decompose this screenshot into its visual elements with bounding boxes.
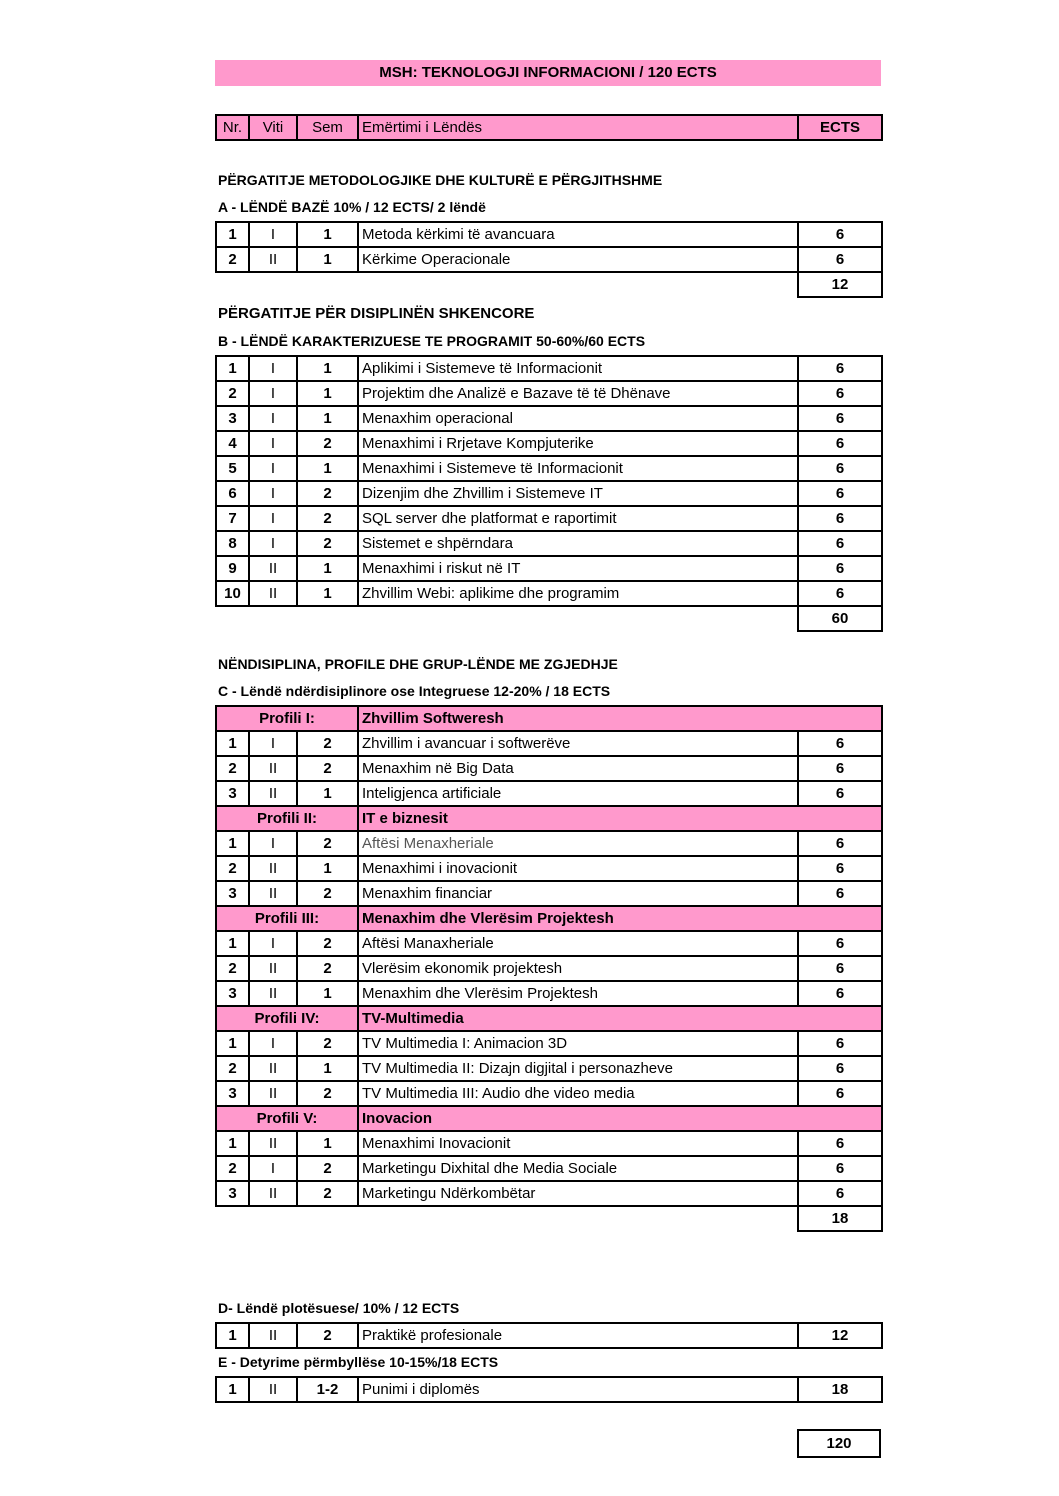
cell-nr: 3 [216, 406, 249, 431]
section-a-heading: PËRGATITJE METODOLOGJIKE DHE KULTURË E PËRGJITHSHME [218, 172, 663, 188]
cell-nr: 2 [216, 247, 249, 272]
cell-sem: 1 [297, 247, 358, 272]
cell-sem: 1 [297, 1131, 358, 1156]
cell-sem: 2 [297, 1323, 358, 1348]
cell-sem: 2 [297, 1081, 358, 1106]
cell-name: Marketingu Ndërkombëtar [358, 1181, 798, 1206]
cell-nr: 3 [216, 1081, 249, 1106]
section-c-table [215, 705, 883, 1232]
cell-ects: 6 [798, 556, 882, 581]
cell-sem: 1 [297, 222, 358, 247]
profile-name: TV-Multimedia [358, 1006, 882, 1031]
cell-ects: 6 [798, 506, 882, 531]
cell-sem: 2 [297, 506, 358, 531]
cell-nr: 1 [216, 831, 249, 856]
cell-ects: 6 [798, 431, 882, 456]
profile-label: Profili III: [216, 906, 358, 931]
header-emertimi: Emërtimi i Lëndës [358, 115, 798, 140]
cell-nr: 3 [216, 881, 249, 906]
cell-nr: 2 [216, 1156, 249, 1181]
table-row [216, 1131, 882, 1156]
cell-viti: II [249, 881, 297, 906]
table-row [216, 222, 882, 247]
cell-sem: 2 [297, 956, 358, 981]
table-header [215, 114, 883, 141]
cell-name: Metoda kërkimi të avancuara [358, 222, 798, 247]
cell-ects: 6 [798, 247, 882, 272]
header-viti: Viti [249, 115, 297, 140]
table-row [216, 956, 882, 981]
cell-viti: II [249, 1081, 297, 1106]
cell-sem: 2 [297, 731, 358, 756]
cell-sem: 1 [297, 856, 358, 881]
cell-nr: 1 [216, 1131, 249, 1156]
cell-sem: 2 [297, 831, 358, 856]
cell-ects: 6 [798, 456, 882, 481]
cell-ects: 6 [798, 881, 882, 906]
section-a-group: A - LËNDË BAZË 10% / 12 ECTS/ 2 lëndë [218, 199, 486, 215]
cell-viti: II [249, 1131, 297, 1156]
cell-nr: 6 [216, 481, 249, 506]
cell-name: Menaxhimi i inovacionit [358, 856, 798, 881]
cell-sem: 1 [297, 1056, 358, 1081]
grand-total: 120 [797, 1429, 881, 1458]
cell-ects: 6 [798, 1131, 882, 1156]
header-nr: Nr. [216, 115, 249, 140]
profile-name: Menaxhim dhe Vlerësim Projektesh [358, 906, 882, 931]
cell-name: Zhvillim i avancuar i softwerëve [358, 731, 798, 756]
total-row [216, 606, 882, 631]
cell-ects: 6 [798, 481, 882, 506]
cell-viti: II [249, 1377, 297, 1402]
cell-ects: 6 [798, 756, 882, 781]
cell-sem: 1 [297, 381, 358, 406]
cell-nr: 8 [216, 531, 249, 556]
cell-ects: 6 [798, 1031, 882, 1056]
cell-sem: 2 [297, 531, 358, 556]
cell-name: Menaxhimi i Rrjetave Kompjuterike [358, 431, 798, 456]
cell-viti: II [249, 1056, 297, 1081]
cell-ects: 6 [798, 981, 882, 1006]
header-sem: Sem [297, 115, 358, 140]
cell-ects: 18 [798, 1377, 882, 1402]
page-title: MSH: TEKNOLOGJI INFORMACIONI / 120 ECTS [215, 60, 881, 86]
table-row [216, 931, 882, 956]
cell-nr: 3 [216, 781, 249, 806]
cell-viti: I [249, 481, 297, 506]
cell-name: Kërkime Operacionale [358, 247, 798, 272]
table-row [216, 1081, 882, 1106]
cell-viti: II [249, 956, 297, 981]
cell-nr: 3 [216, 981, 249, 1006]
cell-viti: I [249, 531, 297, 556]
cell-viti: II [249, 981, 297, 1006]
cell-viti: II [249, 581, 297, 606]
cell-viti: I [249, 831, 297, 856]
cell-ects: 6 [798, 356, 882, 381]
cell-ects: 6 [798, 856, 882, 881]
cell-viti: II [249, 247, 297, 272]
cell-name: Praktikë profesionale [358, 1323, 798, 1348]
cell-sem: 2 [297, 481, 358, 506]
cell-ects: 6 [798, 531, 882, 556]
cell-sem: 2 [297, 756, 358, 781]
cell-name: Menaxhimi i Sistemeve të Informacionit [358, 456, 798, 481]
cell-viti: I [249, 731, 297, 756]
cell-sem: 1 [297, 781, 358, 806]
cell-name: Projektim dhe Analizë e Bazave të të Dhënave [358, 381, 798, 406]
cell-name: Aftësi Menaxheriale [358, 831, 798, 856]
table-row [216, 356, 882, 381]
cell-sem: 1 [297, 356, 358, 381]
cell-name: Menaxhim në Big Data [358, 756, 798, 781]
cell-ects: 6 [798, 1156, 882, 1181]
cell-ects: 6 [798, 1056, 882, 1081]
cell-nr: 1 [216, 222, 249, 247]
table-row [216, 481, 882, 506]
cell-viti: I [249, 1031, 297, 1056]
table-row [216, 1323, 882, 1348]
cell-viti: I [249, 456, 297, 481]
cell-ects: 6 [798, 222, 882, 247]
cell-ects: 6 [798, 581, 882, 606]
profile-row [216, 906, 882, 931]
table-row [216, 756, 882, 781]
cell-name: Vlerësim ekonomik projektesh [358, 956, 798, 981]
cell-nr: 1 [216, 1377, 249, 1402]
section-c-group: C - Lëndë ndërdisiplinore ose Integruese 12-20% / 18 ECTS [218, 683, 611, 699]
cell-name: TV Multimedia II: Dizajn digjital i personazheve [358, 1056, 798, 1081]
cell-nr: 2 [216, 756, 249, 781]
profile-label: Profili IV: [216, 1006, 358, 1031]
total-row [216, 272, 882, 297]
cell-name: TV Multimedia I: Animacion 3D [358, 1031, 798, 1056]
cell-sem: 1 [297, 556, 358, 581]
cell-viti: II [249, 856, 297, 881]
cell-nr: 1 [216, 931, 249, 956]
cell-name: Marketingu Dixhital dhe Media Sociale [358, 1156, 798, 1181]
cell-nr: 2 [216, 1056, 249, 1081]
section-a-table [215, 221, 883, 298]
profile-label: Profili V: [216, 1106, 358, 1131]
table-row [216, 831, 882, 856]
cell-viti: I [249, 931, 297, 956]
cell-name: Menaxhimi Inovacionit [358, 1131, 798, 1156]
cell-name: Zhvillim Webi: aplikime dhe programim [358, 581, 798, 606]
section-b-heading: PËRGATITJE PËR DISIPLINËN SHKENCORE [218, 305, 535, 322]
cell-sem: 2 [297, 931, 358, 956]
cell-ects: 6 [798, 406, 882, 431]
table-row [216, 1181, 882, 1206]
cell-viti: I [249, 222, 297, 247]
profile-name: Zhvillim Softweresh [358, 706, 882, 731]
profile-label: Profili II: [216, 806, 358, 831]
cell-sem: 1 [297, 981, 358, 1006]
cell-sem: 2 [297, 881, 358, 906]
table-row [216, 856, 882, 881]
cell-sem: 2 [297, 431, 358, 456]
table-row [216, 731, 882, 756]
table-row [216, 456, 882, 481]
profile-name: Inovacion [358, 1106, 882, 1131]
cell-sem: 2 [297, 1031, 358, 1056]
table-row [216, 781, 882, 806]
cell-viti: II [249, 781, 297, 806]
table-row [216, 1377, 882, 1402]
cell-nr: 5 [216, 456, 249, 481]
cell-nr: 9 [216, 556, 249, 581]
cell-nr: 7 [216, 506, 249, 531]
cell-nr: 1 [216, 1031, 249, 1056]
cell-nr: 2 [216, 956, 249, 981]
table-row [216, 1156, 882, 1181]
cell-ects: 6 [798, 1081, 882, 1106]
cell-nr: 1 [216, 731, 249, 756]
cell-nr: 4 [216, 431, 249, 456]
cell-viti: I [249, 506, 297, 531]
cell-ects: 6 [798, 931, 882, 956]
cell-nr: 1 [216, 356, 249, 381]
section-e-group: E - Detyrime përmbyllëse 10-15%/18 ECTS [218, 1354, 499, 1370]
section-c-total: 18 [798, 1206, 882, 1231]
profile-name: IT e biznesit [358, 806, 882, 831]
cell-name: Menaxhim dhe Vlerësim Projektesh [358, 981, 798, 1006]
total-row [216, 1206, 882, 1231]
cell-name: Aplikimi i Sistemeve të Informacionit [358, 356, 798, 381]
cell-nr: 2 [216, 381, 249, 406]
cell-name: Aftësi Manaxheriale [358, 931, 798, 956]
cell-viti: II [249, 756, 297, 781]
table-row [216, 556, 882, 581]
cell-sem: 1 [297, 406, 358, 431]
table-row [216, 406, 882, 431]
table-row [216, 1056, 882, 1081]
section-b-group: B - LËNDË KARAKTERIZUESE TE PROGRAMIT 50-60%/60 ECTS [218, 333, 646, 349]
cell-ects: 6 [798, 831, 882, 856]
profile-row [216, 1006, 882, 1031]
cell-ects: 6 [798, 1181, 882, 1206]
table-row [216, 431, 882, 456]
section-e-table [215, 1376, 883, 1403]
cell-ects: 12 [798, 1323, 882, 1348]
cell-viti: I [249, 356, 297, 381]
cell-sem: 1 [297, 581, 358, 606]
cell-viti: I [249, 381, 297, 406]
cell-viti: I [249, 1156, 297, 1181]
cell-sem: 1-2 [297, 1377, 358, 1402]
profile-row [216, 706, 882, 731]
cell-nr: 1 [216, 1323, 249, 1348]
cell-ects: 6 [798, 731, 882, 756]
cell-viti: II [249, 1323, 297, 1348]
cell-viti: I [249, 431, 297, 456]
table-row [216, 581, 882, 606]
section-d-table [215, 1322, 883, 1349]
section-d-group: D- Lëndë plotësuese/ 10% / 12 ECTS [218, 1300, 460, 1316]
cell-ects: 6 [798, 781, 882, 806]
cell-name: Menaxhim operacional [358, 406, 798, 431]
cell-nr: 10 [216, 581, 249, 606]
table-row [216, 1031, 882, 1056]
cell-sem: 1 [297, 456, 358, 481]
cell-name: Inteligjenca artificiale [358, 781, 798, 806]
cell-sem: 2 [297, 1156, 358, 1181]
profile-row [216, 1106, 882, 1131]
section-b-total: 60 [798, 606, 882, 631]
cell-name: Punimi i diplomës [358, 1377, 798, 1402]
cell-viti: I [249, 406, 297, 431]
profile-row [216, 806, 882, 831]
cell-ects: 6 [798, 381, 882, 406]
cell-ects: 6 [798, 956, 882, 981]
table-row [216, 981, 882, 1006]
cell-name: SQL server dhe platformat e raportimit [358, 506, 798, 531]
table-row [216, 506, 882, 531]
table-row [216, 881, 882, 906]
cell-nr: 2 [216, 856, 249, 881]
table-row [216, 381, 882, 406]
section-a-total: 12 [798, 272, 882, 297]
cell-name: TV Multimedia III: Audio dhe video media [358, 1081, 798, 1106]
cell-name: Dizenjim dhe Zhvillim i Sistemeve IT [358, 481, 798, 506]
section-b-table [215, 355, 883, 632]
cell-viti: II [249, 1181, 297, 1206]
cell-viti: II [249, 556, 297, 581]
cell-sem: 2 [297, 1181, 358, 1206]
cell-nr: 3 [216, 1181, 249, 1206]
cell-name: Menaxhim financiar [358, 881, 798, 906]
cell-name: Sistemet e shpërndara [358, 531, 798, 556]
profile-label: Profili I: [216, 706, 358, 731]
section-c-heading: NËNDISIPLINA, PROFILE DHE GRUP-LËNDE ME ZGJEDHJE [218, 656, 618, 672]
table-row [216, 247, 882, 272]
cell-name: Menaxhimi i riskut në IT [358, 556, 798, 581]
table-row [216, 531, 882, 556]
header-ects: ECTS [798, 115, 882, 140]
